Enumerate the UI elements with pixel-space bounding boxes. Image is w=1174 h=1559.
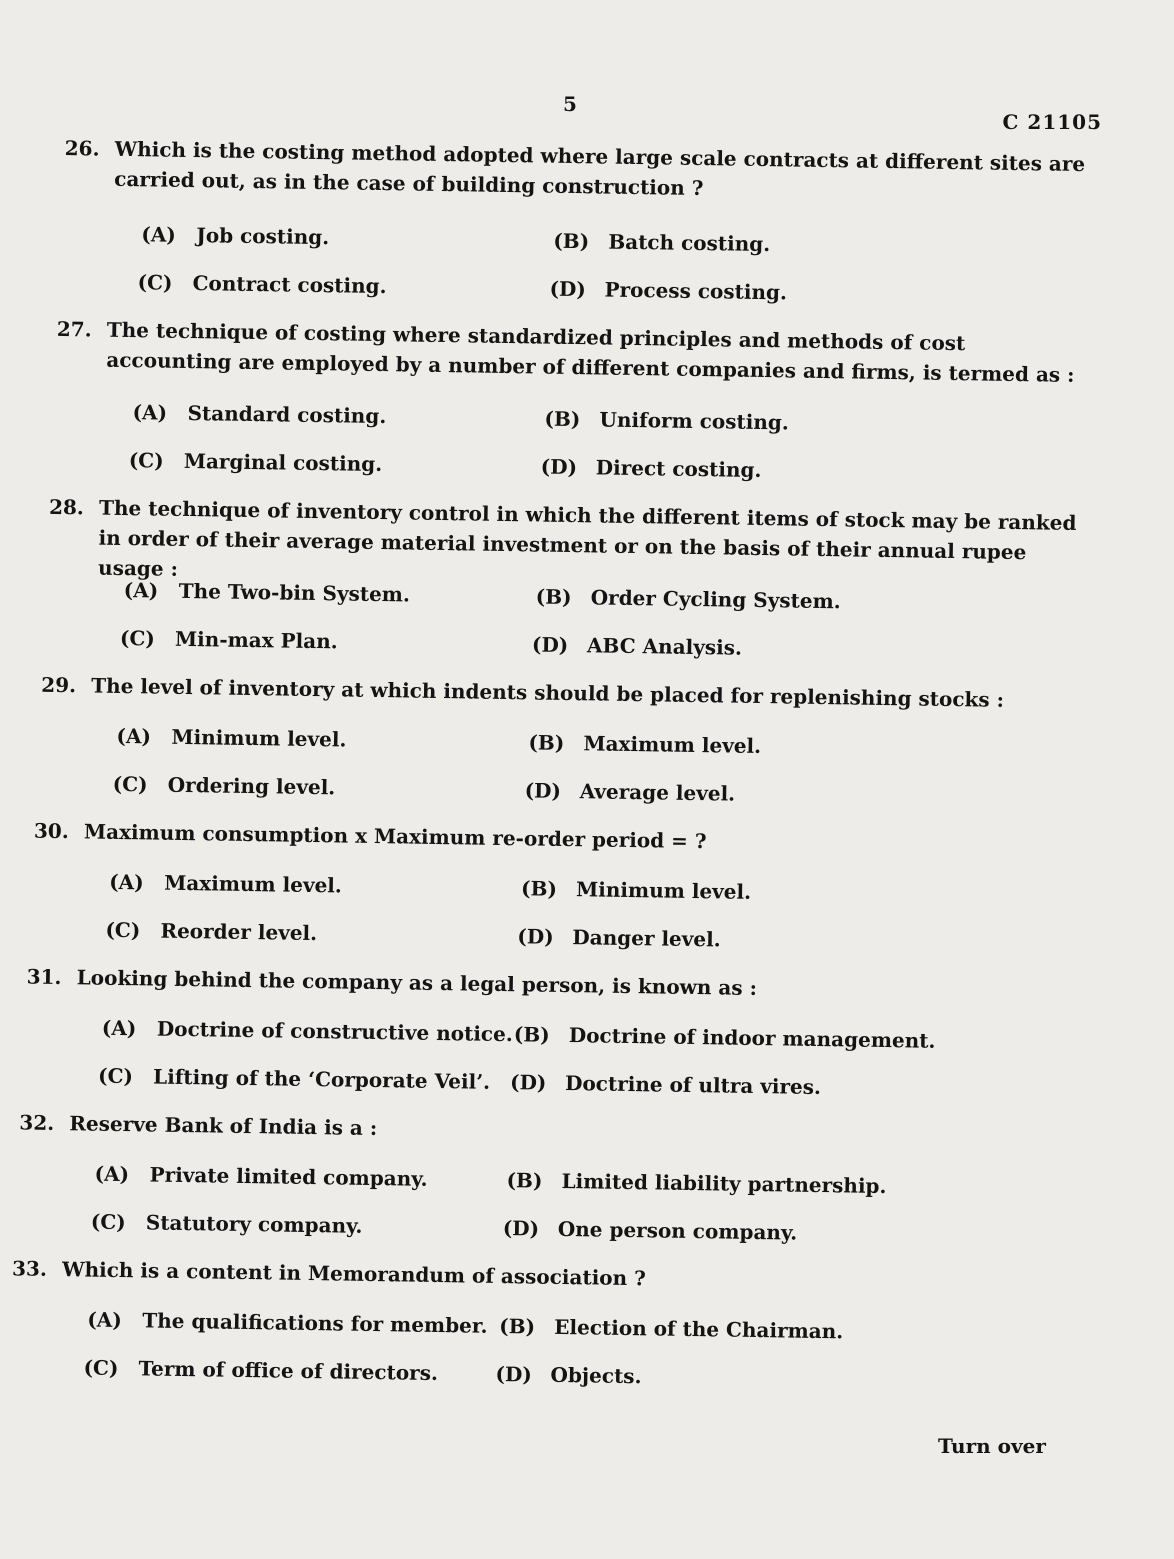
question-text: Which is the costing method adopted where large scale contracts at different sites are carried out, as in the case of building construction ?	[114, 136, 1086, 201]
option-29-a: (A) Minimum level.	[116, 723, 347, 752]
question-33	[12, 1253, 1052, 1299]
question-number: 30.	[33, 818, 69, 844]
question-number: 26.	[64, 136, 100, 161]
question-number: 31.	[26, 964, 62, 990]
option-28-b: (B) Order Cycling System.	[535, 584, 841, 614]
option-26-a: (A) Job costing.	[141, 222, 330, 250]
question-text: Which is a content in Memorandum of association ?	[61, 1257, 647, 1291]
option-31-d: (D) Doctrine of ultra vires.	[509, 1070, 822, 1100]
option-27-a: (A) Standard costing.	[132, 400, 387, 429]
question-number: 28.	[48, 494, 85, 520]
option-28-d: (D) ABC Analysis.	[531, 632, 743, 660]
option-26-c: (C) Contract costing.	[137, 270, 387, 299]
question-27	[56, 314, 1097, 390]
option-26-d: (D) Process costing.	[549, 276, 788, 305]
option-30-d: (D) Danger level.	[517, 924, 721, 952]
option-32-d: (D) One person company.	[502, 1216, 798, 1245]
option-26-b: (B) Batch costing.	[553, 228, 771, 257]
option-29-c: (C) Ordering level.	[112, 771, 336, 800]
option-32-b: (B) Limited liability partnership.	[506, 1168, 887, 1199]
question-29	[41, 670, 1081, 716]
option-29-d: (D) Average level.	[524, 778, 736, 806]
option-33-c: (C) Term of office of directors.	[83, 1355, 439, 1386]
question-26	[64, 133, 1105, 209]
page-number: 5	[563, 92, 577, 116]
option-33-b: (B) Election of the Chairman.	[499, 1313, 844, 1344]
question-text: The level of inventory at which indents should be placed for replenishing stocks :	[91, 673, 1005, 712]
question-32	[19, 1107, 1059, 1153]
option-32-c: (C) Statutory company.	[90, 1209, 363, 1238]
question-number: 32.	[19, 1110, 55, 1135]
question-number: 33.	[11, 1256, 48, 1281]
question-text: Reserve Bank of India is a :	[69, 1111, 378, 1141]
question-number: 27.	[56, 316, 92, 342]
option-27-b: (B) Uniform costing.	[544, 406, 789, 435]
question-text: Maximum consumption x Maximum re-order period = ?	[83, 819, 707, 854]
option-27-d: (D) Direct costing.	[540, 454, 762, 483]
question-text: The technique of costing where standardized principles and methods of cost accounting are employed by a number of different companies and firms, is termed as :	[106, 317, 1075, 387]
question-text: The technique of inventory control in which the different items of stock may be ranked in order of their average material investment or on the basis of their annual rupee usage :	[97, 495, 1077, 581]
question-30	[34, 816, 1074, 862]
question-number: 29.	[41, 672, 77, 698]
option-30-a: (A) Maximum level.	[109, 869, 343, 898]
option-29-b: (B) Maximum level.	[528, 730, 762, 759]
turn-over-note: Turn over	[938, 1434, 1046, 1458]
question-list	[0, 130, 1174, 1389]
question-text: Looking behind the company as a legal person, is known as :	[76, 965, 758, 1000]
option-32-a: (A) Private limited company.	[94, 1161, 428, 1191]
option-28-a: (A) The Two-bin System.	[123, 578, 411, 607]
option-31-b: (B) Doctrine of indoor management.	[513, 1022, 936, 1053]
option-27-c: (C) Marginal costing.	[128, 448, 383, 477]
option-33-d: (D) Objects.	[495, 1361, 642, 1389]
question-31	[26, 962, 1066, 1008]
option-28-c: (C) Min-max Plan.	[119, 625, 338, 654]
option-31-c: (C) Lifting of the ‘Corporate Veil’.	[97, 1063, 491, 1094]
option-33-a: (A) The qualifications for member.	[87, 1307, 488, 1338]
paper-code: C 21105	[1002, 110, 1102, 134]
option-30-b: (B) Minimum level.	[520, 876, 752, 904]
option-30-c: (C) Reorder level.	[105, 917, 318, 946]
option-31-a: (A) Doctrine of constructive notice.	[101, 1015, 513, 1047]
